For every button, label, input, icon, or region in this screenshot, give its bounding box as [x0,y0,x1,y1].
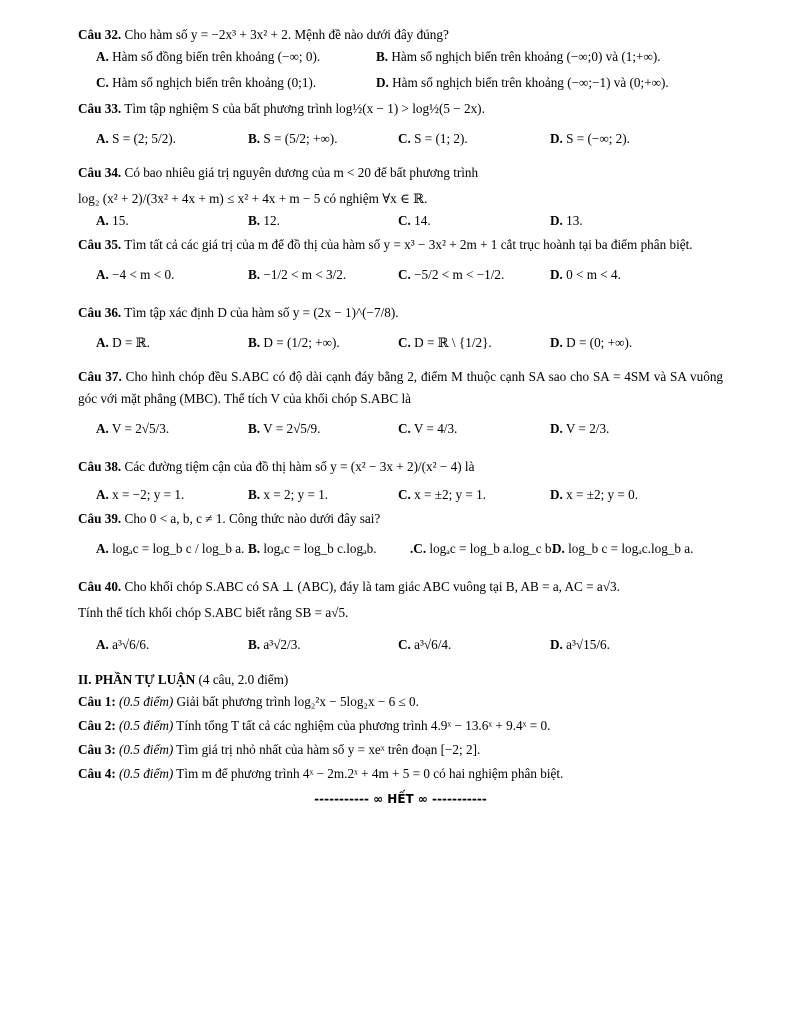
question-text: Tìm tất cả các giá trị của m để đồ thị của hàm số y = x³ − 3x² + 2m + 1 cắt trục hoành tại ba điểm phân biệt. [124,237,693,252]
option-a[interactable]: A. V = 2√5/3. [96,421,170,436]
options-row [78,538,723,572]
question-40 [78,576,723,668]
options-row [78,418,723,452]
option-c[interactable]: C. a³√6/4. [398,637,452,652]
question-number: Câu 34. [78,165,122,180]
option-b[interactable]: B. D = (1/2; +∞). [248,335,340,350]
option-d[interactable]: D. 0 < m < 4. [550,267,621,282]
option-c[interactable]: C. 14. [398,213,431,228]
options-row [78,72,723,98]
question-number: Câu 33. [78,101,122,116]
option-d[interactable]: D. D = (0; +∞). [550,335,633,350]
question-number: Câu 38. [78,459,122,474]
options-row [78,634,723,668]
option-a[interactable]: A. 15. [96,213,129,228]
question-number: Câu 32. [78,27,122,42]
options-row [78,46,723,72]
option-b[interactable]: B. a³√2/3. [248,637,301,652]
option-c[interactable]: C. D = ℝ \ {1/2}. [398,335,492,350]
option-d[interactable]: D. Hàm số nghịch biến trên khoảng (−∞;−1) và (0;+∞). [376,75,669,90]
question-number: Câu 37. [78,369,122,384]
option-b[interactable]: B. V = 2√5/9. [248,421,321,436]
options-row [78,484,723,508]
option-c[interactable]: C. −5/2 < m < −1/2. [398,267,505,282]
options-row [78,128,723,162]
question-number: Câu 39. [78,511,122,526]
question-text: Cho hàm số y = −2x³ + 3x² + 2. Mệnh đề nào dưới đây đúng? [124,27,449,42]
essay-item-2: Câu 2: (0.5 điểm) Tính tổng T tất cả các nghiệm của phương trình 4.9ˣ − 13.6ˣ + 9.4ˣ = 0. [78,718,551,733]
option-a[interactable]: A. −4 < m < 0. [96,267,175,282]
option-c[interactable]: .C. logₐc = log_b a.log_c b. [410,541,555,556]
options-row [78,332,723,366]
option-c[interactable]: C. x = ±2; y = 1. [398,487,487,502]
section-heading: II. PHẦN TỰ LUẬN (4 câu, 2.0 điểm) [78,672,289,687]
option-a[interactable]: A. x = −2; y = 1. [96,487,185,502]
option-b[interactable]: B. logₐc = log_b c.logₐb. [248,541,377,556]
question-text-line2: Tính thể tích khối chóp S.ABC biết rằng SB = a√5. [78,605,349,620]
option-d[interactable]: D. a³√15/6. [550,637,610,652]
question-32 [78,24,723,98]
option-d[interactable]: D. log_b c = logₐc.log_b a. [552,541,694,556]
options-row [78,264,723,298]
question-34 [78,162,723,234]
option-c[interactable]: C. S = (1; 2). [398,131,468,146]
option-b[interactable]: B. Hàm số nghịch biến trên khoảng (−∞;0) và (1;+∞). [376,49,661,64]
essay-item-1: Câu 1: (0.5 điểm) Giải bất phương trình log₂²x − 5log₂x − 6 ≤ 0. [78,694,419,709]
question-number: Câu 36. [78,305,122,320]
question-text: Cho khối chóp S.ABC có SA ⊥ (ABC), đáy là tam giác ABC vuông tại B, AB = a, AC = a√3. [124,579,620,594]
option-d[interactable]: D. V = 2/3. [550,421,610,436]
question-text: Tìm tập nghiệm S của bất phương trình log½(x − 1) > log½(5 − 2x). [124,101,485,116]
question-36 [78,302,723,366]
option-a[interactable]: A. logₐc = log_b c / log_b a. [96,541,245,556]
option-a[interactable]: A. S = (2; 5/2). [96,131,176,146]
question-text-line2: log₂ (x² + 2)/(3x² + 4x + m) ≤ x² + 4x + m − 5 có nghiệm ∀x ∈ ℝ. [78,191,428,206]
question-39 [78,508,723,572]
question-text: Các đường tiệm cận của đồ thị hàm số y = (x² − 3x + 2)/(x² − 4) là [124,459,475,474]
essay-item-4: Câu 4: (0.5 điểm) Tìm m để phương trình 4ˣ − 2m.2ˣ + 4m + 5 = 0 có hai nghiệm phân biệt. [78,766,564,781]
option-b[interactable]: B. S = (5/2; +∞). [248,131,338,146]
option-a[interactable]: A. D = ℝ. [96,335,150,350]
question-text: Tìm tập xác định D của hàm số y = (2x − 1)^(−7/8). [124,305,399,320]
option-d[interactable]: D. 13. [550,213,583,228]
end-marker: ----------- ∞ HẾT ∞ ----------- [314,792,487,806]
question-33 [78,98,723,162]
option-b[interactable]: B. x = 2; y = 1. [248,487,329,502]
option-c[interactable]: C. Hàm số nghịch biến trên khoảng (0;1). [96,75,317,90]
question-37 [78,366,723,452]
question-text: Có bao nhiêu giá trị nguyên dương của m < 20 để bất phương trình [124,165,479,180]
option-d[interactable]: D. x = ±2; y = 0. [550,487,639,502]
option-d[interactable]: D. S = (−∞; 2). [550,131,630,146]
option-b[interactable]: B. −1/2 < m < 3/2. [248,267,347,282]
options-row [78,210,723,234]
question-38 [78,456,723,508]
question-35 [78,234,723,298]
question-number: Câu 35. [78,237,122,252]
question-text: Cho hình chóp đều S.ABC có độ dài cạnh đáy bằng 2, điểm M thuộc cạnh SA sao cho SA = 4SM và SA vuông góc với mặt phẳng (MBC). Thể tích V của khối chóp S.ABC là [78,369,724,406]
option-a[interactable]: A. Hàm số đồng biến trên khoảng (−∞; 0). [96,49,321,64]
question-number: Câu 40. [78,579,122,594]
question-text: Cho 0 < a, b, c ≠ 1. Công thức nào dưới đây sai? [124,511,381,526]
exam-page [78,24,723,806]
option-a[interactable]: A. a³√6/6. [96,637,150,652]
option-c[interactable]: C. V = 4/3. [398,421,458,436]
option-b[interactable]: B. 12. [248,213,280,228]
essay-item-3: Câu 3: (0.5 điểm) Tìm giá trị nhỏ nhất của hàm số y = xeˣ trên đoạn [−2; 2]. [78,742,481,757]
